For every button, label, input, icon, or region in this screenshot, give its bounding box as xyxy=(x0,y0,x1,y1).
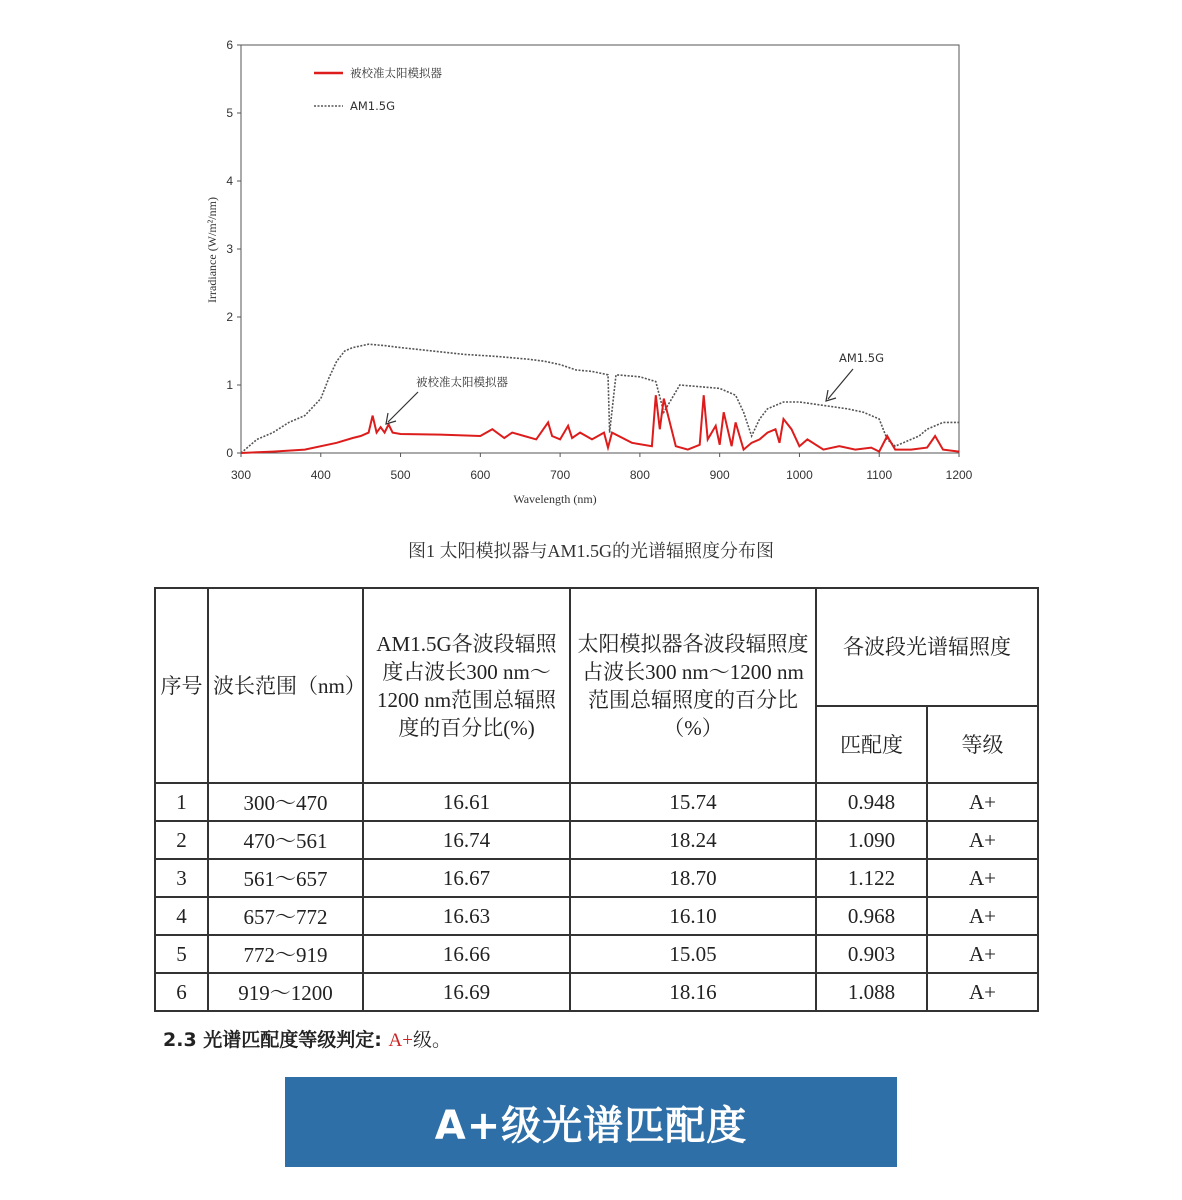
x-tick-label: 400 xyxy=(310,468,331,482)
header-index: 序号 xyxy=(155,588,208,783)
x-tick-label: 500 xyxy=(390,468,411,482)
cell-am15g: 16.66 xyxy=(363,935,570,973)
cell-index: 4 xyxy=(155,897,208,935)
y-tick-label: 5 xyxy=(226,106,233,120)
cell-am15g: 16.67 xyxy=(363,859,570,897)
x-tick-label: 1100 xyxy=(866,468,893,482)
cell-am15g: 16.74 xyxy=(363,821,570,859)
y-tick-label: 1 xyxy=(226,378,233,392)
cell-simulator: 15.05 xyxy=(570,935,816,973)
conclusion-suffix: 级。 xyxy=(412,1030,451,1051)
simulator-series-line xyxy=(241,395,959,453)
y-tick-label: 4 xyxy=(226,174,233,188)
cell-range: 300～470 xyxy=(208,783,363,821)
spectrum-chart xyxy=(0,0,1182,530)
cell-grade: A+ xyxy=(927,973,1038,1011)
header-match-degree: 匹配度 xyxy=(816,706,927,783)
cell-simulator: 18.16 xyxy=(570,973,816,1011)
cell-index: 6 xyxy=(155,973,208,1011)
header-simulator-percentage: 太阳模拟器各波段辐照度占波长300 nm～1200 nm范围总辐照度的百分比（%） xyxy=(570,588,816,783)
y-tick-label: 6 xyxy=(226,38,233,52)
x-tick-label: 1200 xyxy=(945,468,973,482)
cell-index: 1 xyxy=(155,783,208,821)
annotation-simulator-arrow xyxy=(388,392,418,422)
x-tick-label: 800 xyxy=(629,468,650,482)
cell-grade: A+ xyxy=(927,859,1038,897)
cell-simulator: 15.74 xyxy=(570,783,816,821)
table-row xyxy=(155,973,1038,1011)
cell-range: 919～1200 xyxy=(208,973,363,1011)
cell-am15g: 16.63 xyxy=(363,897,570,935)
conclusion-label: 2.3 光谱匹配度等级判定: xyxy=(163,1029,382,1051)
title-banner xyxy=(285,1077,897,1167)
cell-grade: A+ xyxy=(927,897,1038,935)
cell-range: 561～657 xyxy=(208,859,363,897)
cell-simulator: 18.70 xyxy=(570,859,816,897)
annotation-am15g-arrow xyxy=(828,369,853,399)
annotation-simulator-label: 被校准太阳模拟器 xyxy=(416,375,508,389)
spectral-match-table xyxy=(154,587,1039,1012)
x-tick-label: 600 xyxy=(470,468,491,482)
header-band-irradiance-group: 各波段光谱辐照度 xyxy=(816,588,1038,706)
annotation-am15g-label: AM1.5G xyxy=(839,351,884,365)
cell-simulator: 18.24 xyxy=(570,821,816,859)
header-grade: 等级 xyxy=(927,706,1038,783)
cell-am15g: 16.61 xyxy=(363,783,570,821)
cell-grade: A+ xyxy=(927,783,1038,821)
table-row xyxy=(155,783,1038,821)
cell-range: 657～772 xyxy=(208,897,363,935)
cell-am15g: 16.69 xyxy=(363,973,570,1011)
table-row xyxy=(155,821,1038,859)
cell-match: 0.968 xyxy=(816,897,927,935)
annotation-simulator xyxy=(386,375,508,424)
y-tick-label: 3 xyxy=(226,242,233,256)
x-tick-label: 900 xyxy=(709,468,730,482)
legend-am15g-label: AM1.5G xyxy=(350,99,395,113)
cell-grade: A+ xyxy=(927,821,1038,859)
y-tick-label: 0 xyxy=(226,446,233,460)
x-tick-label: 300 xyxy=(230,468,252,482)
y-tick-label: 2 xyxy=(226,310,233,324)
table-row xyxy=(155,897,1038,935)
legend-simulator-label: 被校准太阳模拟器 xyxy=(350,66,442,80)
cell-range: 772～919 xyxy=(208,935,363,973)
table-row xyxy=(155,859,1038,897)
cell-match: 1.088 xyxy=(816,973,927,1011)
cell-simulator: 16.10 xyxy=(570,897,816,935)
cell-index: 2 xyxy=(155,821,208,859)
table-row xyxy=(155,935,1038,973)
y-axis-ticks xyxy=(226,38,241,460)
header-am15g-percentage: AM1.5G各波段辐照度占波长300 nm～1200 nm范围总辐照度的百分比(%) xyxy=(363,588,570,783)
cell-match: 0.903 xyxy=(816,935,927,973)
banner-text: A+级光谱匹配度 xyxy=(434,1102,748,1149)
cell-index: 3 xyxy=(155,859,208,897)
grade-conclusion xyxy=(163,1025,451,1052)
header-wavelength-range: 波长范围（nm） xyxy=(208,588,363,783)
y-axis-label: Irradiance (W/m²/nm) xyxy=(205,197,219,303)
x-tick-label: 1000 xyxy=(786,468,813,482)
cell-grade: A+ xyxy=(927,935,1038,973)
cell-range: 470～561 xyxy=(208,821,363,859)
annotation-am15g xyxy=(826,351,884,401)
x-axis-label: Wavelength (nm) xyxy=(513,492,597,506)
cell-index: 5 xyxy=(155,935,208,973)
x-tick-label: 700 xyxy=(550,468,571,482)
cell-match: 0.948 xyxy=(816,783,927,821)
plot-frame xyxy=(241,45,959,453)
cell-match: 1.122 xyxy=(816,859,927,897)
x-axis-ticks xyxy=(231,453,973,482)
legend xyxy=(314,66,442,113)
cell-match: 1.090 xyxy=(816,821,927,859)
conclusion-grade: A+ xyxy=(388,1030,413,1051)
figure-caption: 图1 太阳模拟器与AM1.5G的光谱辐照度分布图 xyxy=(407,541,774,561)
